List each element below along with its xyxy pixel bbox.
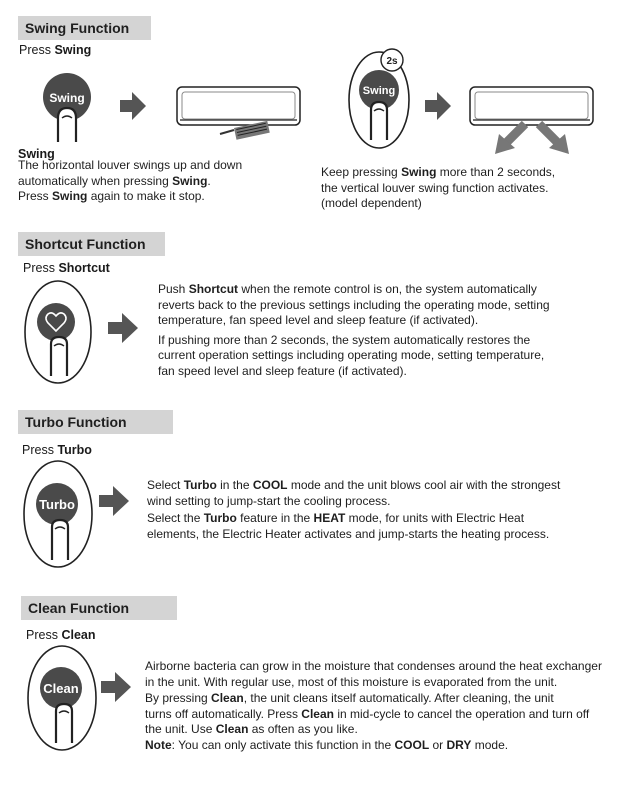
bold-term: DRY <box>446 737 472 752</box>
text-run: the unit. Use <box>145 722 216 736</box>
turbo-button-illustration <box>22 460 96 570</box>
pointing-finger-icon <box>56 704 72 743</box>
clean-button-illustration <box>26 645 100 753</box>
shortcut-key-name: Shortcut <box>58 261 110 275</box>
shortcut-header-title: Shortcut Function <box>25 236 146 252</box>
text-run: automatically when pressing <box>18 173 173 188</box>
turbo-press-label: Press Turbo <box>22 443 92 457</box>
text-run: in the unit. With regular use, most of this moisture is evaporated from the unit. <box>145 674 558 689</box>
text-run: in mid-cycle to cancel the operation and turn off <box>333 706 590 721</box>
right-arrow-icon <box>99 486 129 516</box>
text-run: when the remote control is on, the system automatically <box>238 282 537 296</box>
swing-hold-button-text: Swing <box>362 85 396 97</box>
swing-left-description <box>18 158 318 205</box>
bold-term: Swing <box>401 165 437 179</box>
text-line <box>18 174 318 190</box>
swing-header-title: Swing Function <box>25 20 130 36</box>
bold-term: Swing <box>52 189 88 203</box>
text-line <box>145 707 615 723</box>
clean-button-text: Clean <box>43 681 79 696</box>
turbo-header-title: Turbo Function <box>25 414 127 430</box>
text-run: mode. <box>471 737 509 752</box>
text-line <box>145 738 615 754</box>
text-run: as often as you like. <box>248 722 358 736</box>
text-run: temperature, fan speed level and sleep feature (if activated). <box>158 313 479 327</box>
bold-term: COOL <box>394 737 430 752</box>
swing-caption-title: Swing <box>18 147 55 161</box>
text-line <box>147 478 607 494</box>
bold-term: Turbo <box>183 478 217 492</box>
bold-term: Turbo <box>203 511 237 525</box>
turbo-button-text: Turbo <box>39 497 75 512</box>
text-run: The horizontal louver swings up and down <box>18 158 243 172</box>
text-run: current operation settings including operating mode, setting temperature, <box>158 348 545 362</box>
text-run: Airborne bacteria can grow in the moisture that condenses around the heat exchanger <box>145 659 602 673</box>
pointing-finger-icon <box>51 337 67 376</box>
text-line <box>147 527 607 543</box>
text-run: Keep pressing <box>321 165 402 179</box>
text-line <box>18 158 318 174</box>
text-run: reverts back to the previous settings including the operating mode, setting <box>158 297 550 312</box>
text-run: Push <box>158 282 189 296</box>
text-run: If pushing more than 2 seconds, the system automatically restores the <box>158 332 531 347</box>
right-arrow-icon <box>425 92 451 120</box>
swing-button-text: Swing <box>49 91 85 105</box>
text-line <box>321 196 601 212</box>
text-line <box>145 722 615 738</box>
swing-press-label: Press Swing <box>19 43 92 57</box>
shortcut-round-button <box>37 303 75 341</box>
text-line <box>158 298 598 314</box>
text-run: the vertical louver swing function activates. <box>321 180 549 195</box>
text-line <box>158 364 598 380</box>
text-line <box>321 181 601 197</box>
text-line <box>145 675 615 691</box>
text-run: wind setting to jump-start the cooling process. <box>147 493 391 508</box>
clean-press-label: Press Clean <box>26 628 96 642</box>
pointing-finger-icon <box>58 108 76 142</box>
bold-term: Note <box>145 737 172 752</box>
text-line <box>147 511 607 527</box>
ac-unit-vertical-louver <box>469 86 595 158</box>
airflow-right-arrow-icon <box>539 124 569 154</box>
text-run: in the <box>216 478 253 492</box>
bold-term: Clean <box>211 691 244 705</box>
bold-term: COOL <box>252 478 288 492</box>
shortcut-description <box>158 282 598 379</box>
swing-key-name: Swing <box>54 43 92 57</box>
ac-unit-horizontal-louver <box>176 86 302 150</box>
text-line <box>147 494 607 510</box>
text-run: turns off automatically. Press <box>145 706 302 721</box>
text-run: elements, the Electric Heater activates and jump-starts the heating process. <box>147 526 550 541</box>
bold-term: Clean <box>215 722 249 736</box>
text-line <box>158 313 598 329</box>
text-run: mode, for units with Electric Heat <box>345 511 525 525</box>
text-line <box>321 165 601 181</box>
swing-button-illustration <box>38 70 98 150</box>
turbo-description <box>147 478 607 542</box>
text-line <box>158 282 598 298</box>
text-line <box>158 333 598 349</box>
text-line <box>145 691 615 707</box>
turbo-key-name: Turbo <box>57 443 92 457</box>
right-arrow-icon <box>101 672 131 702</box>
turbo-section-header <box>18 410 173 434</box>
text-run: mode and the unit blows cool air with the strongest <box>287 478 561 492</box>
text-line <box>158 348 598 364</box>
text-run: feature in the <box>236 511 314 525</box>
text-run: Select the <box>147 511 204 525</box>
shortcut-button-illustration <box>23 280 93 386</box>
airflow-left-arrow-icon <box>495 124 525 154</box>
shortcut-press-label: Press Shortcut <box>23 261 110 275</box>
bold-term: Shortcut <box>188 282 239 296</box>
text-run: . <box>207 173 211 188</box>
bold-term: HEAT <box>313 511 346 525</box>
text-run: or <box>429 737 447 752</box>
text-run: more than 2 seconds, <box>436 165 556 179</box>
text-run: fan speed level and sleep feature (if activated). <box>158 363 407 378</box>
clean-description <box>145 659 615 753</box>
text-run: : You can only activate this function in the <box>171 737 395 752</box>
text-line <box>145 659 615 675</box>
text-run: (model dependent) <box>321 196 422 210</box>
text-run: , the unit cleans itself automatically. After cleaning, the unit <box>243 691 554 705</box>
pointing-finger-icon <box>52 520 68 560</box>
right-arrow-icon <box>120 92 146 120</box>
clean-header-title: Clean Function <box>28 600 130 616</box>
swing-section-header <box>18 16 151 40</box>
text-line <box>18 189 318 205</box>
clean-key-name: Clean <box>61 628 96 642</box>
hold-duration-badge: 2s <box>386 56 398 67</box>
right-arrow-icon <box>108 313 138 343</box>
clean-section-header <box>21 596 177 620</box>
swing-right-description <box>321 165 601 212</box>
bold-term: Clean <box>301 706 334 721</box>
text-run: Press <box>18 189 53 203</box>
swing-hold-button-illustration <box>346 48 416 148</box>
text-run: By pressing <box>145 691 212 705</box>
pointing-finger-icon <box>371 102 387 140</box>
text-run: again to make it stop. <box>87 189 205 203</box>
bold-term: Swing <box>172 173 208 188</box>
shortcut-section-header <box>18 232 165 256</box>
text-run: Select <box>147 478 184 492</box>
